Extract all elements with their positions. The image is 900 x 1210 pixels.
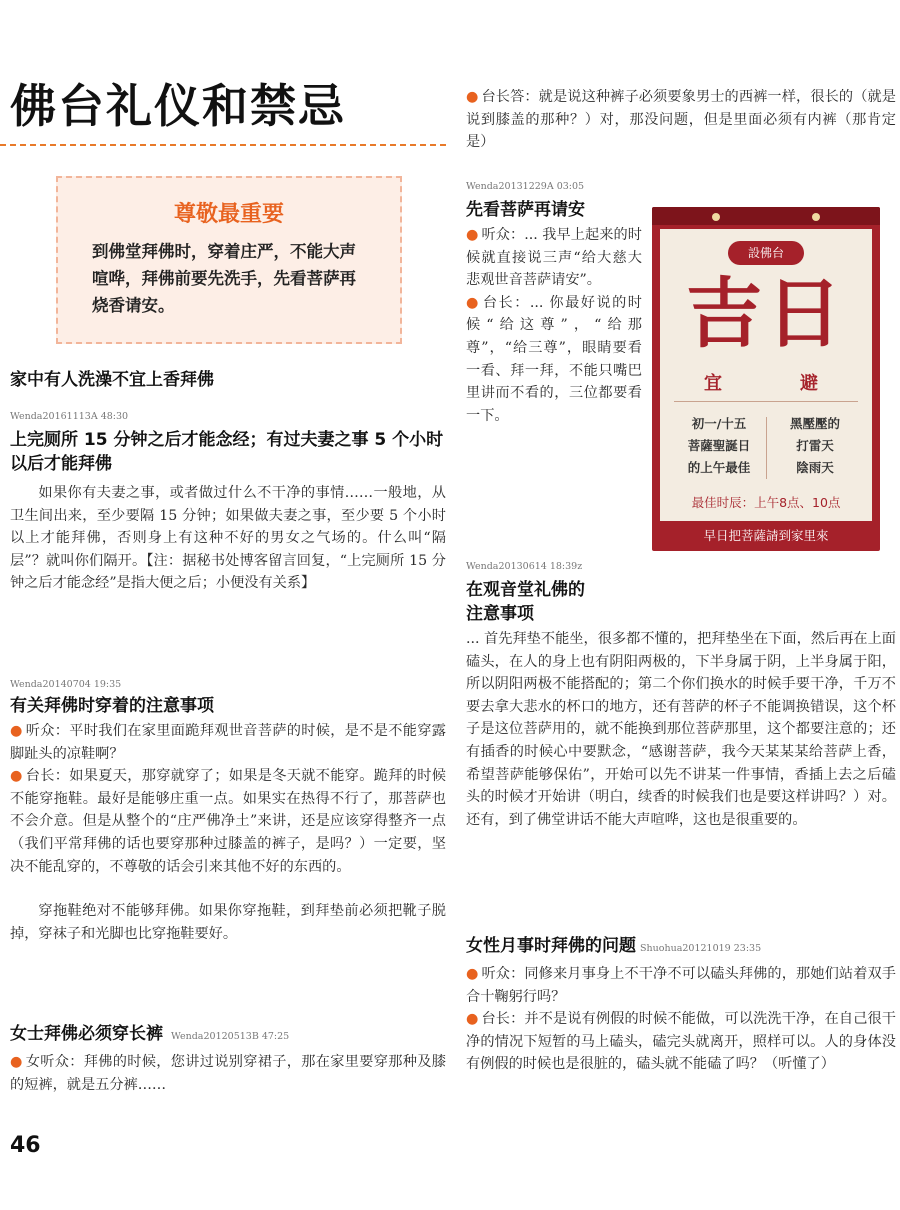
bullet-icon: ● (466, 966, 479, 982)
section-heading: 先看菩萨再请安 (466, 200, 585, 220)
section-heading: 女性月事时拜佛的问题 Shuohua20121019 23:35 (466, 936, 762, 956)
source-meta: Wenda20140704 19:35 (10, 679, 122, 690)
calendar-ring-icon (812, 213, 820, 221)
section-toilet (10, 410, 446, 595)
calendar-yi-list (674, 413, 764, 479)
section-greeting (466, 180, 642, 427)
calendar-vdivider (766, 417, 767, 479)
calendar-bi-item: 打雷天 (796, 438, 834, 453)
calendar-best-time: 最佳时辰：上午8点、10点 (691, 495, 841, 510)
calendar-footer: 早日把菩薩請到家里來 (703, 528, 829, 543)
calendar-bi-list (770, 413, 860, 479)
bullet-icon: ● (466, 1011, 479, 1028)
section-body: 如果你有夫妻之事，或者做过什么不干净的事情……一般地，从卫生间出来，至少要隔 15 分钟；如果做夫妻之事，至少要 5 个小时以上才能拜佛，否则身上有这种不好的男女之气场的。什么叫“隔层”？就叫你们隔开。【注：据秘书处博客留言回复，“上完厕所 15 分钟之后才能念经”是指大便之后；小便没有关系】 (10, 485, 446, 592)
qa-item: ● 听众：平时我们在家里面跪拜观世音菩萨的时候，是不是不能穿露脚趾头的凉鞋啊？ (10, 723, 446, 762)
qa-item: ● 台长：... 你最好说的时候“给这尊”，“给那尊”，“给三尊”，眼睛要看一看、拜一拜，不能只嘴巴里讲而不看的，三位都要看一下。 (466, 294, 642, 424)
qa-item: ● 女听众：拜佛的时候，您讲过说别穿裙子，那在家里要穿那种及膝的短裤，就是五分裤…… (10, 1054, 446, 1093)
section-women-pants-cont (466, 86, 896, 154)
bullet-icon: ● (10, 1054, 23, 1070)
section-heading: 家中有人洗澡不宜上香拜佛 (10, 370, 214, 390)
bullet-icon: ● (466, 294, 480, 311)
calendar-binding (652, 207, 880, 225)
qa-item: ● 听众：... 我早上起来的时候就直接说三声“给大慈大悲观世音菩萨请安”。 (466, 227, 642, 289)
section-heading: 女士拜佛必须穿长裤 Wenda20120513B 47:25 (10, 1024, 290, 1044)
calendar-yi-item: 菩薩聖誕日 (687, 438, 751, 453)
calendar-divider (674, 401, 858, 402)
section-women-pants (10, 1022, 446, 1096)
section-heading: 有关拜佛时穿着的注意事项 (10, 696, 214, 716)
section-heading: 上完厕所 15 分钟之后才能念经；有过夫妻之事 5 个小时以后才能拜佛 (10, 430, 444, 474)
calendar-yi-label: 宜 (704, 373, 722, 394)
qa-item: ● 台长答：就是说这种裤子必须要象男士的西裤一样，很长的（就是说到膝盖的那种？）对，那没问题，但是里面必须有内裤（那肯定是） (466, 89, 896, 151)
source-meta: Wenda20131229A 03:05 (466, 181, 585, 192)
callout-title: 尊敬最重要 (173, 202, 284, 227)
section-body: 穿拖鞋绝对不能够拜佛。如果你穿拖鞋，到拜垫前必须把靴子脱掉，穿袜子和光脚也比穿拖鞋要好。 (10, 903, 446, 942)
page-number: 46 (10, 1133, 41, 1158)
section-body: ... 首先拜垫不能坐，很多都不懂的，把拜垫坐在下面，然后再在上面磕头，在人的身上也有阴阳两极的，下半身属于阴，上半身属于阳，所以阴阳两极不能搭配的；第二个你们换水的时候手要干净，千万不要去拿大悲水的杯口的地方，还有菩萨的杯子不能调换错误，这个杯子是这位菩萨用的，就不能换到那位菩萨那里，这个都要注意的；还有插香的时候心中要默念，“感谢菩萨，我今天某某某给菩萨上香，希望菩萨能够保佑”，开始可以先不讲某一件事情，香插上去之后磕头的时候才开始讲（明白，续香的时候我们也是要这样讲吗？）对。还有，到了佛堂讲话不能大声喧哗，这也是很重要的。 (466, 631, 896, 828)
calendar-bi-item: 陰雨天 (796, 460, 834, 475)
qa-item: ● 台长：如果夏天，那穿就穿了；如果是冬天就不能穿。跪拜的时候不能穿拖鞋。最好是能够庄重一点。如果实在热得不行了，那菩萨也不会介意。但是从整个的“庄严佛净土”来讲，还是应该穿得整齐一点（我们平常拜佛的话也要穿那种过膝盖的裤子，是吗？）一定要，坚决不能乱穿的，不尊敬的话会引来其他不好的东西的。 (10, 768, 446, 875)
source-meta: Wenda20120513B 47:25 (171, 1031, 290, 1042)
calendar-page (660, 229, 872, 521)
calendar-image (652, 207, 880, 551)
source-meta: Wenda20161113A 48:30 (10, 411, 129, 422)
calendar-badge: 設佛台 (728, 241, 804, 265)
section-clothing (10, 678, 446, 945)
source-meta: Wenda20130614 18:39z (466, 561, 583, 572)
calendar-yi-item: 初一/十五 (691, 416, 747, 431)
section-menstruation (466, 934, 896, 1076)
calendar-bi-item: 黑壓壓的 (789, 416, 840, 431)
section-heading: 在观音堂礼佛的 (466, 580, 585, 600)
section-heading-line2: 注意事项 (466, 604, 534, 624)
calendar-yi-item: 的上午最佳 (687, 460, 751, 475)
qa-item: ● 台长：并不是说有例假的时候不能做，可以洗洗干净，在自己很干净的情况下短暂的马上磕头，磕完头就离开，照样可以。人的身体没有例假的时候也是很脏的，磕头就不能磕了吗？（听懂了） (466, 1011, 896, 1073)
bullet-icon: ● (466, 227, 479, 243)
callout-body: 到佛堂拜佛时，穿着庄严，不能大声喧哗，拜佛前要先洗手，先看菩萨再烧香请安。 (92, 242, 356, 315)
bullet-icon: ● (466, 89, 479, 105)
calendar-ring-icon (712, 213, 720, 221)
calendar-big-text: 吉日 (686, 269, 846, 358)
title-divider (0, 144, 446, 146)
page-title: 佛台礼仪和禁忌 (10, 79, 346, 133)
qa-item: ● 听众：同修来月事身上不干净不可以磕头拜佛的，那她们站着双手合十鞠躬行吗？ (466, 966, 896, 1005)
bullet-icon: ● (10, 723, 23, 739)
source-meta: Shuohua20121019 23:35 (640, 943, 762, 954)
section-guanyin-hall (466, 560, 896, 831)
calendar-bi-label: 避 (800, 373, 818, 394)
section-bathing (10, 368, 446, 392)
bullet-icon: ● (10, 768, 23, 785)
callout-box (56, 176, 402, 344)
